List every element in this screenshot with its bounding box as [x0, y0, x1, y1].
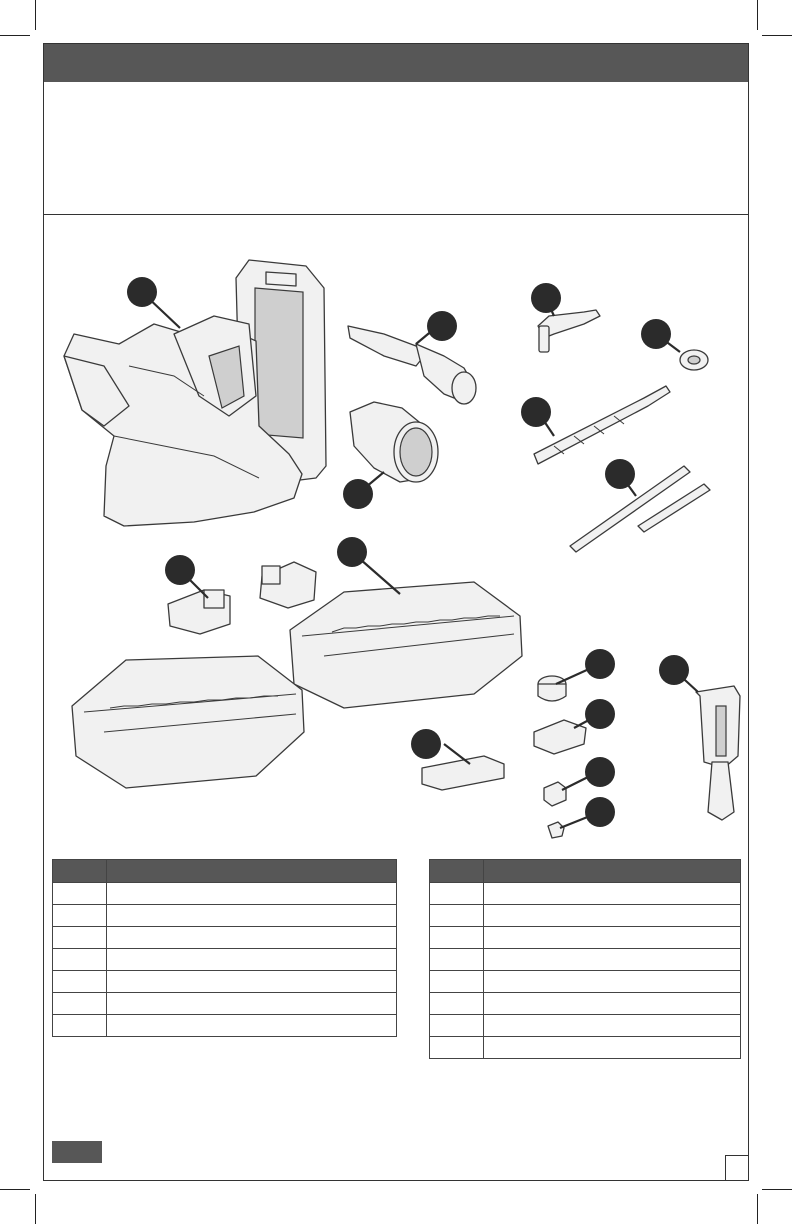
cell-no: [430, 883, 484, 905]
callout-marker: [165, 555, 195, 585]
cell-no: [53, 971, 107, 993]
crop-mark: [0, 1189, 30, 1190]
crop-mark: [35, 1194, 36, 1224]
parts-table-right: [429, 859, 741, 1059]
table-row: [430, 883, 741, 905]
callout-marker: [585, 649, 615, 679]
cell-description: [107, 905, 397, 927]
crop-mark: [762, 35, 792, 36]
clamp-block-part: [260, 562, 316, 608]
table-row: [430, 949, 741, 971]
knob-part: [538, 676, 566, 701]
cell-description: [484, 971, 741, 993]
drill-bit-part: [534, 386, 670, 464]
cell-description: [484, 993, 741, 1015]
parts-table-left: [52, 859, 397, 1037]
cell-no: [53, 993, 107, 1015]
cell-description: [484, 1015, 741, 1037]
table-row: [53, 949, 397, 971]
callout-marker: [641, 319, 671, 349]
cell-no: [430, 949, 484, 971]
storage-case-part: [290, 582, 522, 708]
dust-cup-part: [350, 402, 438, 482]
storage-case-part: [72, 656, 304, 788]
clamp-part: [696, 686, 740, 820]
cell-description: [107, 883, 397, 905]
column-header-no: [430, 860, 484, 883]
crop-mark: [35, 0, 36, 30]
cell-description: [107, 949, 397, 971]
cell-description: [107, 971, 397, 993]
table-row: [430, 971, 741, 993]
square-nut-part: [544, 782, 566, 806]
cell-no: [430, 927, 484, 949]
column-header-no: [53, 860, 107, 883]
callout-marker: [411, 729, 441, 759]
table-row: [53, 993, 397, 1015]
stop-block-part: [422, 756, 504, 790]
table-row: [430, 1037, 741, 1059]
cell-no: [430, 993, 484, 1015]
table-row: [53, 927, 397, 949]
cell-no: [430, 971, 484, 993]
jig-body-part: [64, 260, 326, 526]
callout-marker: [605, 459, 635, 489]
table-row: [430, 905, 741, 927]
driver-bits-part: [570, 466, 710, 552]
column-header-description: [484, 860, 741, 883]
crop-mark: [757, 0, 758, 30]
callout-marker: [585, 797, 615, 827]
table-row: [53, 883, 397, 905]
cell-description: [107, 1015, 397, 1037]
crop-mark: [762, 1189, 792, 1190]
intro-text: [44, 82, 748, 102]
cell-description: [484, 883, 741, 905]
callout-marker: [343, 479, 373, 509]
intro-text-box: [44, 82, 748, 215]
callout-marker: [531, 283, 561, 313]
cell-description: [484, 1037, 741, 1059]
cell-no: [53, 1015, 107, 1037]
table-row: [430, 1015, 741, 1037]
cell-description: [484, 927, 741, 949]
cell-no: [53, 927, 107, 949]
crop-mark: [757, 1194, 758, 1224]
parts-illustration: [44, 216, 748, 846]
callout-marker: [127, 277, 157, 307]
callout-marker: [337, 537, 367, 567]
callout-marker: [585, 699, 615, 729]
cell-no: [53, 905, 107, 927]
cell-description: [107, 993, 397, 1015]
callout-marker: [427, 311, 457, 341]
pin-part: [538, 310, 600, 352]
table-row: [53, 971, 397, 993]
table-header-row: [53, 860, 397, 883]
table-row: [430, 927, 741, 949]
cell-description: [484, 949, 741, 971]
cell-no: [53, 949, 107, 971]
cell-no: [430, 1037, 484, 1059]
cell-no: [53, 883, 107, 905]
page-number-box: [725, 1155, 749, 1181]
table-row: [53, 1015, 397, 1037]
small-nut-part: [548, 822, 564, 838]
cell-no: [430, 905, 484, 927]
cell-description: [107, 927, 397, 949]
cell-description: [484, 905, 741, 927]
callout-marker: [659, 655, 689, 685]
table-row: [53, 905, 397, 927]
table-header-row: [430, 860, 741, 883]
table-row: [430, 993, 741, 1015]
clamp-block-part: [168, 590, 230, 634]
drill-guide-part: [348, 326, 476, 404]
footer-language-tab: [52, 1141, 102, 1163]
cell-no: [430, 1015, 484, 1037]
callout-marker: [521, 397, 551, 427]
stop-collar-part: [680, 350, 708, 370]
callout-marker: [585, 757, 615, 787]
crop-mark: [0, 35, 30, 36]
section-header: [44, 44, 748, 82]
column-header-description: [107, 860, 397, 883]
